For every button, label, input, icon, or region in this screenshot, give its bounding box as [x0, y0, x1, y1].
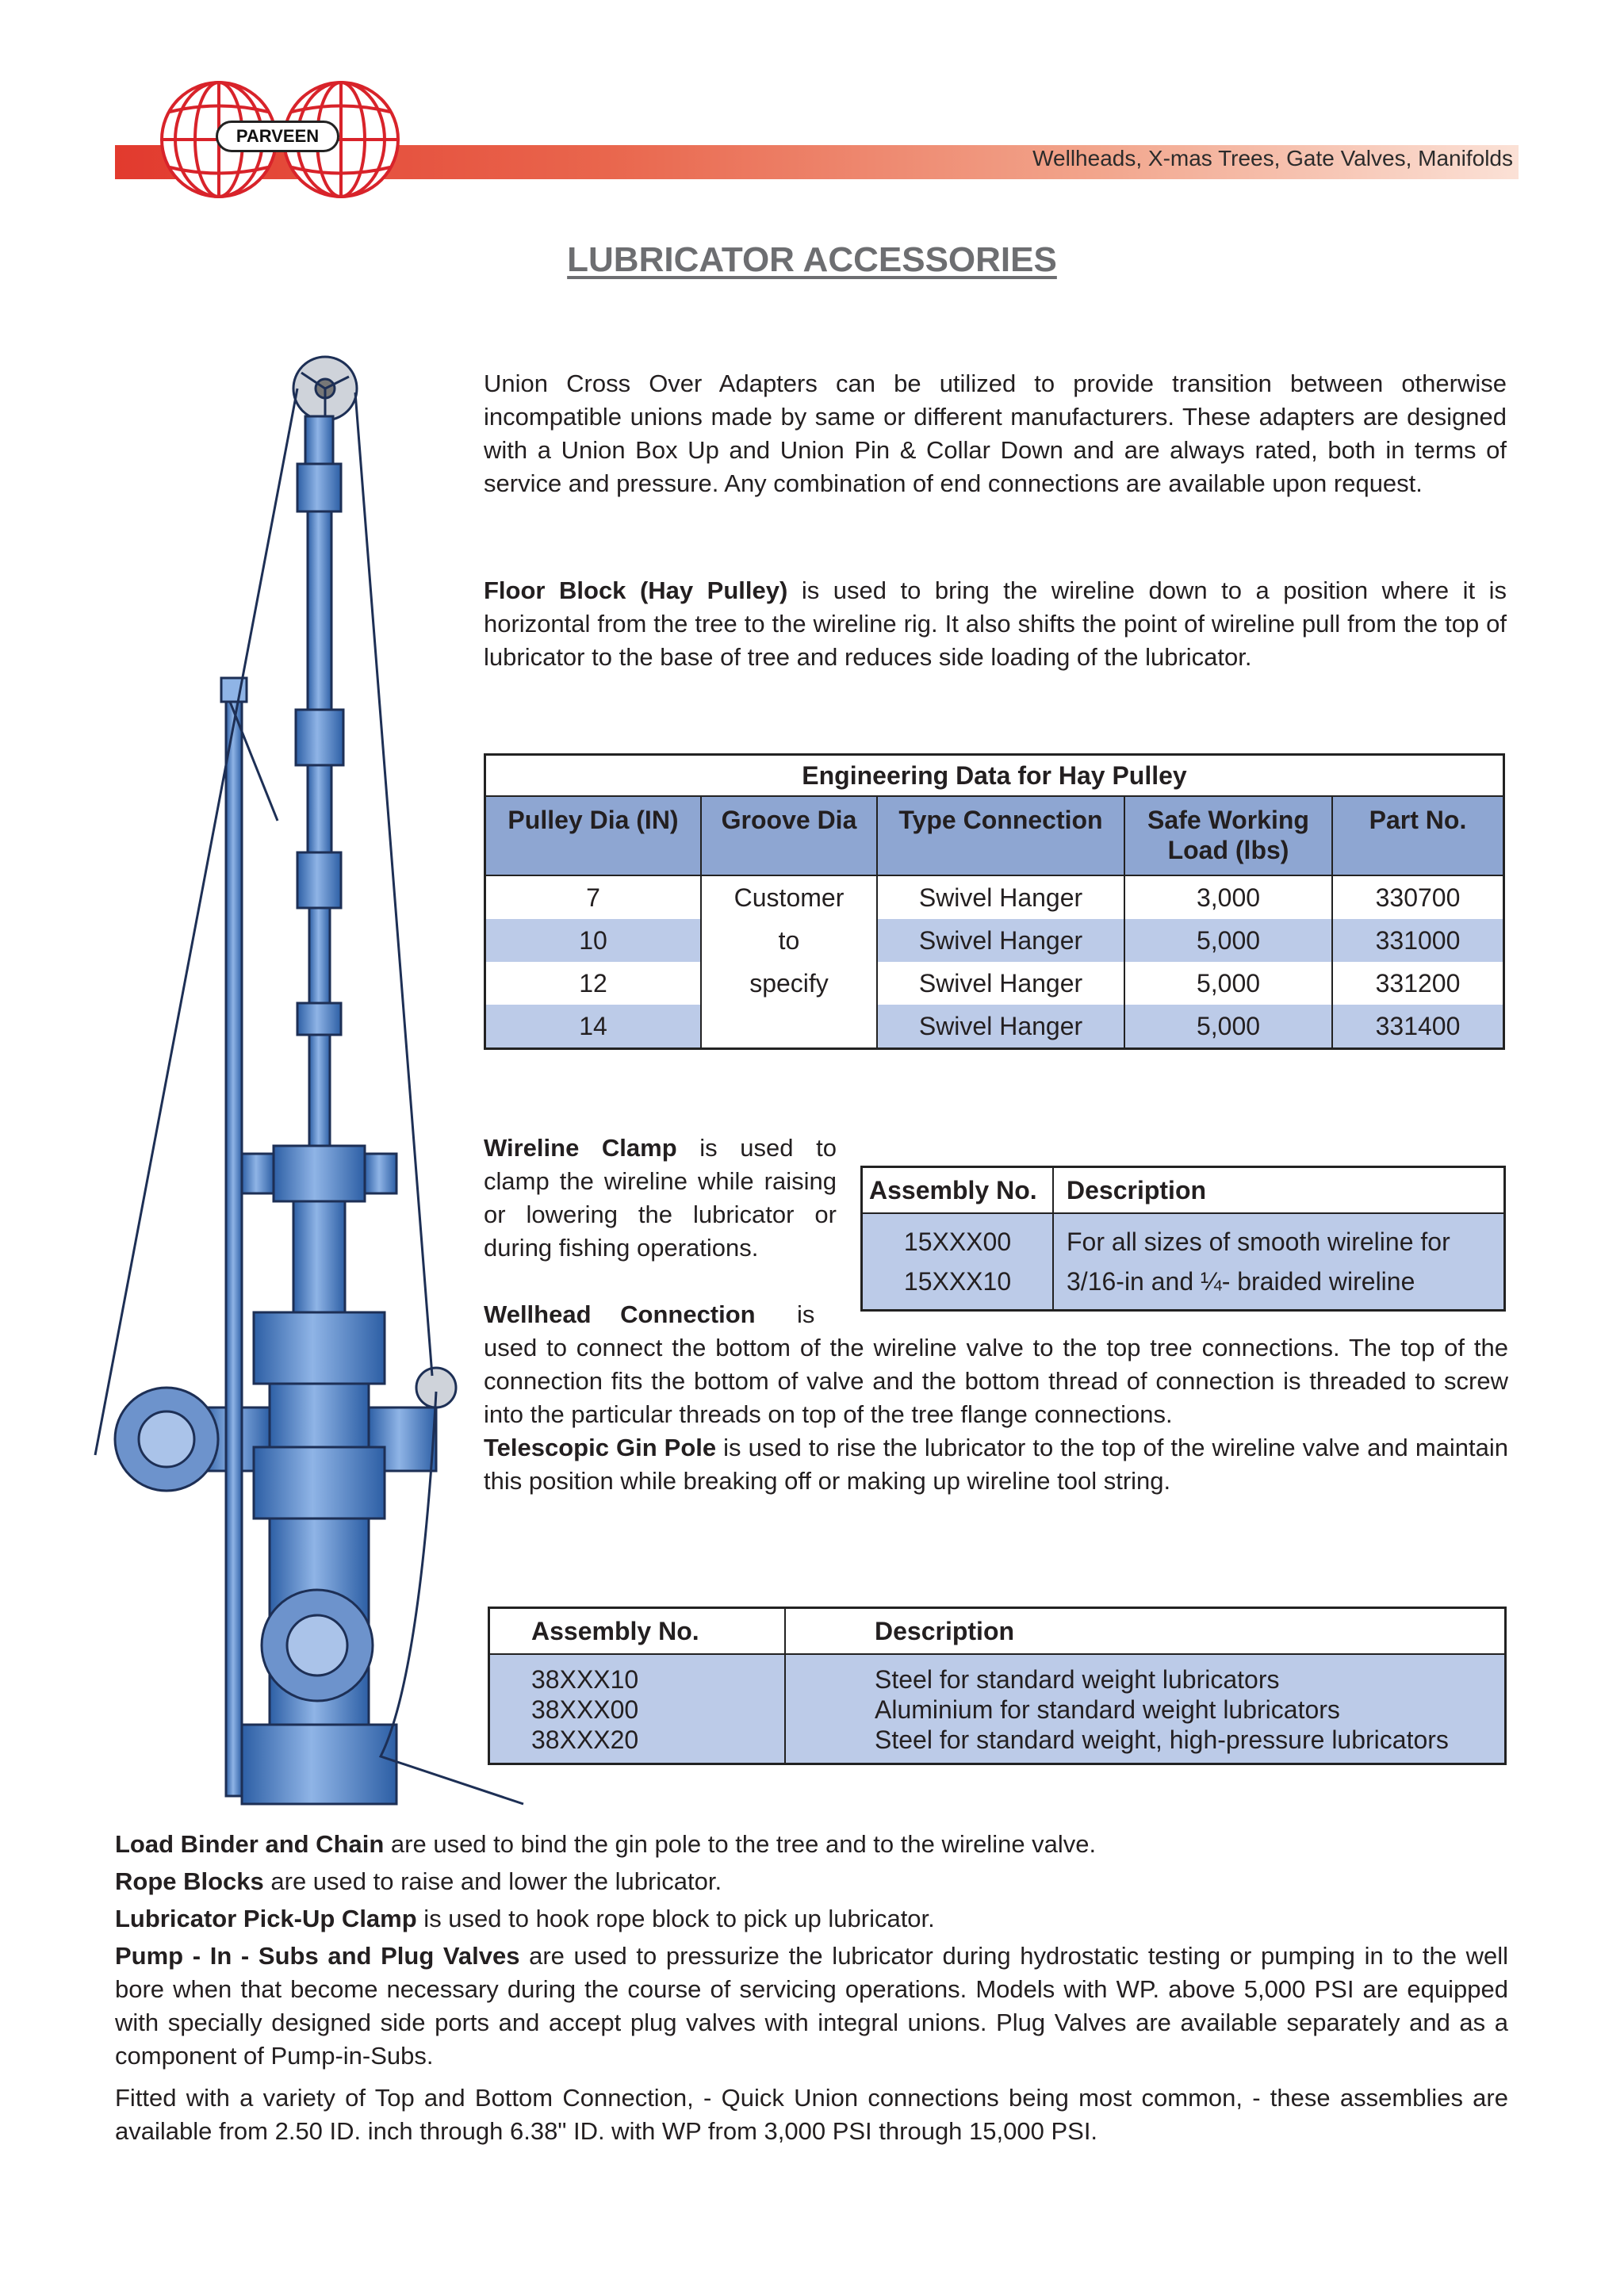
table-cell: Swivel Hanger [877, 919, 1124, 962]
table-row [485, 919, 1504, 962]
pickup-clamp-paragraph [115, 1902, 1508, 1936]
table-row [485, 962, 1504, 1005]
column-header: Safe Working Load (lbs) [1124, 796, 1332, 875]
load-binder-term: Load Binder and Chain [115, 1830, 385, 1858]
table-cell: 5,000 [1124, 1005, 1332, 1049]
gin-pole-paragraph [484, 1431, 1508, 1498]
rope-blocks-text: are used to raise and lower the lubricator. [263, 1867, 722, 1895]
table-cell: to [778, 926, 800, 955]
column-header: Part No. [1332, 796, 1504, 875]
rope-blocks-term: Rope Blocks [115, 1867, 264, 1895]
gin-pole-term: Telescopic Gin Pole [484, 1434, 717, 1461]
pump-in-term: Pump - In - Subs and Plug Valves [115, 1942, 520, 1970]
wireline-clamp-text: is used to clamp the wireline while raising or lowering the lubricator or during fishing operations. [484, 1134, 837, 1262]
table-cell: Steel for standard weight, high-pressure lubricators [875, 1725, 1449, 1754]
brand-name: PARVEEN [216, 121, 339, 152]
table-cell: 10 [485, 919, 702, 962]
column-header: Pulley Dia (IN) [485, 796, 702, 875]
rope-blocks-paragraph [115, 1865, 1508, 1898]
table-cell: 38XXX20 [531, 1725, 639, 1754]
table-row [862, 1213, 1505, 1311]
table-cell: 38XXX00 [531, 1695, 639, 1724]
assembly-cell [862, 1213, 1054, 1311]
column-header: Assembly No. [489, 1608, 786, 1655]
lubricator-assembly-illustration [63, 329, 539, 1812]
assembly-cell [489, 1654, 786, 1764]
table-cell: 331000 [1332, 919, 1504, 962]
table-cell: 12 [485, 962, 702, 1005]
wellhead-connection-is: is [797, 1300, 815, 1328]
column-header: Groove Dia [701, 796, 877, 875]
table-cell: 14 [485, 1005, 702, 1049]
wireline-clamp-paragraph [484, 1132, 837, 1265]
floor-block-term: Floor Block (Hay Pulley) [484, 576, 788, 604]
wellhead-connection-heading [484, 1298, 837, 1331]
description-cell [1053, 1213, 1505, 1311]
table-caption: Engineering Data for Hay Pulley [485, 755, 1504, 797]
table-row [489, 1654, 1506, 1764]
load-binder-paragraph [115, 1828, 1508, 1861]
wellhead-connection-text: used to connect the bottom of the wireline valve to the top tree connections. The top of the connection fits the bottom of valve and the bottom thread of connection is threaded to screw into the particular threads on top of the tree flange connections. [484, 1334, 1508, 1428]
table-cell: Steel for standard weight lubricators [875, 1665, 1280, 1694]
pickup-clamp-term: Lubricator Pick-Up Clamp [115, 1905, 417, 1932]
header-tagline: Wellheads, X-mas Trees, Gate Valves, Manifolds [1032, 146, 1513, 170]
groove-dia-cell [701, 875, 877, 1049]
table-cell: Swivel Hanger [877, 875, 1124, 919]
wireline-clamp-term: Wireline Clamp [484, 1134, 677, 1162]
table-cell: 331200 [1332, 962, 1504, 1005]
table-cell: 3/16-in and ¼- braided wireline [1067, 1267, 1415, 1296]
intro-paragraph: Union Cross Over Adapters can be utilized to provide transition between otherwise incompatible unions made by same or different manufacturers. These adapters are designed with a Union Box Up and Union Pin & Collar Down and are always rated, both in terms of service and pressure. Any combination of end connections are available upon request. [484, 370, 1507, 497]
table-cell: 5,000 [1124, 919, 1332, 962]
table-cell: Customer [733, 883, 845, 912]
column-header: Description [785, 1608, 1506, 1655]
column-header: Assembly No. [862, 1167, 1054, 1214]
wireline-clamp-table [860, 1166, 1506, 1312]
gin-pole-text: is used to rise the lubricator to the top of the wireline valve and maintain this position while breaking off or making up wireline tool string. [484, 1434, 1508, 1495]
table-cell: 330700 [1332, 875, 1504, 919]
table-cell: 15XXX00 [903, 1227, 1012, 1256]
column-header: Description [1053, 1167, 1505, 1214]
table-cell: 38XXX10 [531, 1665, 639, 1694]
page-title: LUBRICATOR ACCESSORIES [567, 240, 1057, 279]
description-cell [785, 1654, 1506, 1764]
wellhead-connection-term: Wellhead Connection [484, 1300, 756, 1328]
table-cell: For all sizes of smooth wireline for [1067, 1227, 1450, 1256]
table-cell: Swivel Hanger [877, 962, 1124, 1005]
table-row [485, 875, 1504, 919]
table-cell: 3,000 [1124, 875, 1332, 919]
table-cell: 7 [485, 875, 702, 919]
table-cell: Swivel Hanger [877, 1005, 1124, 1049]
table-cell: 5,000 [1124, 962, 1332, 1005]
load-binder-text: are used to bind the gin pole to the tree and to the wireline valve. [384, 1830, 1097, 1858]
floor-block-text: is used to bring the wireline down to a position where it is horizontal from the tree to the wireline rig. It also shifts the point of wireline pull from the top of lubricator to the base of tree and reduces side loading of the lubricator. [484, 576, 1507, 671]
hay-pulley-table [484, 753, 1505, 1050]
pump-in-paragraph [115, 1940, 1508, 2073]
pickup-clamp-text: is used to hook rope block to pick up lubricator. [416, 1905, 935, 1932]
fitted-paragraph: Fitted with a variety of Top and Bottom Connection, - Quick Union connections being most common, - these assemblies are available from 2.50 ID. inch through 6.38" ID. with WP from 3,000 PSI through 15,000 PSI. [115, 2084, 1508, 2145]
lubricator-table [488, 1607, 1507, 1765]
table-cell: 331400 [1332, 1005, 1504, 1049]
pump-in-text: are used to pressurize the lubricator during hydrostatic testing or pumping in to the well bore when that become necessary during the course of servicing operations. Models with WP. above 5,000 PSI are equipped with specially designed side ports and accept plug valves with integral unions. Plug Valves are available separately and as a component of Pump-in-Subs. [115, 1942, 1508, 2070]
table-cell: Aluminium for standard weight lubricators [875, 1695, 1340, 1724]
table-row [485, 1005, 1504, 1049]
floor-block-paragraph [484, 574, 1507, 674]
table-cell: specify [749, 969, 829, 998]
column-header: Type Connection [877, 796, 1124, 875]
table-cell: 15XXX10 [903, 1267, 1012, 1296]
